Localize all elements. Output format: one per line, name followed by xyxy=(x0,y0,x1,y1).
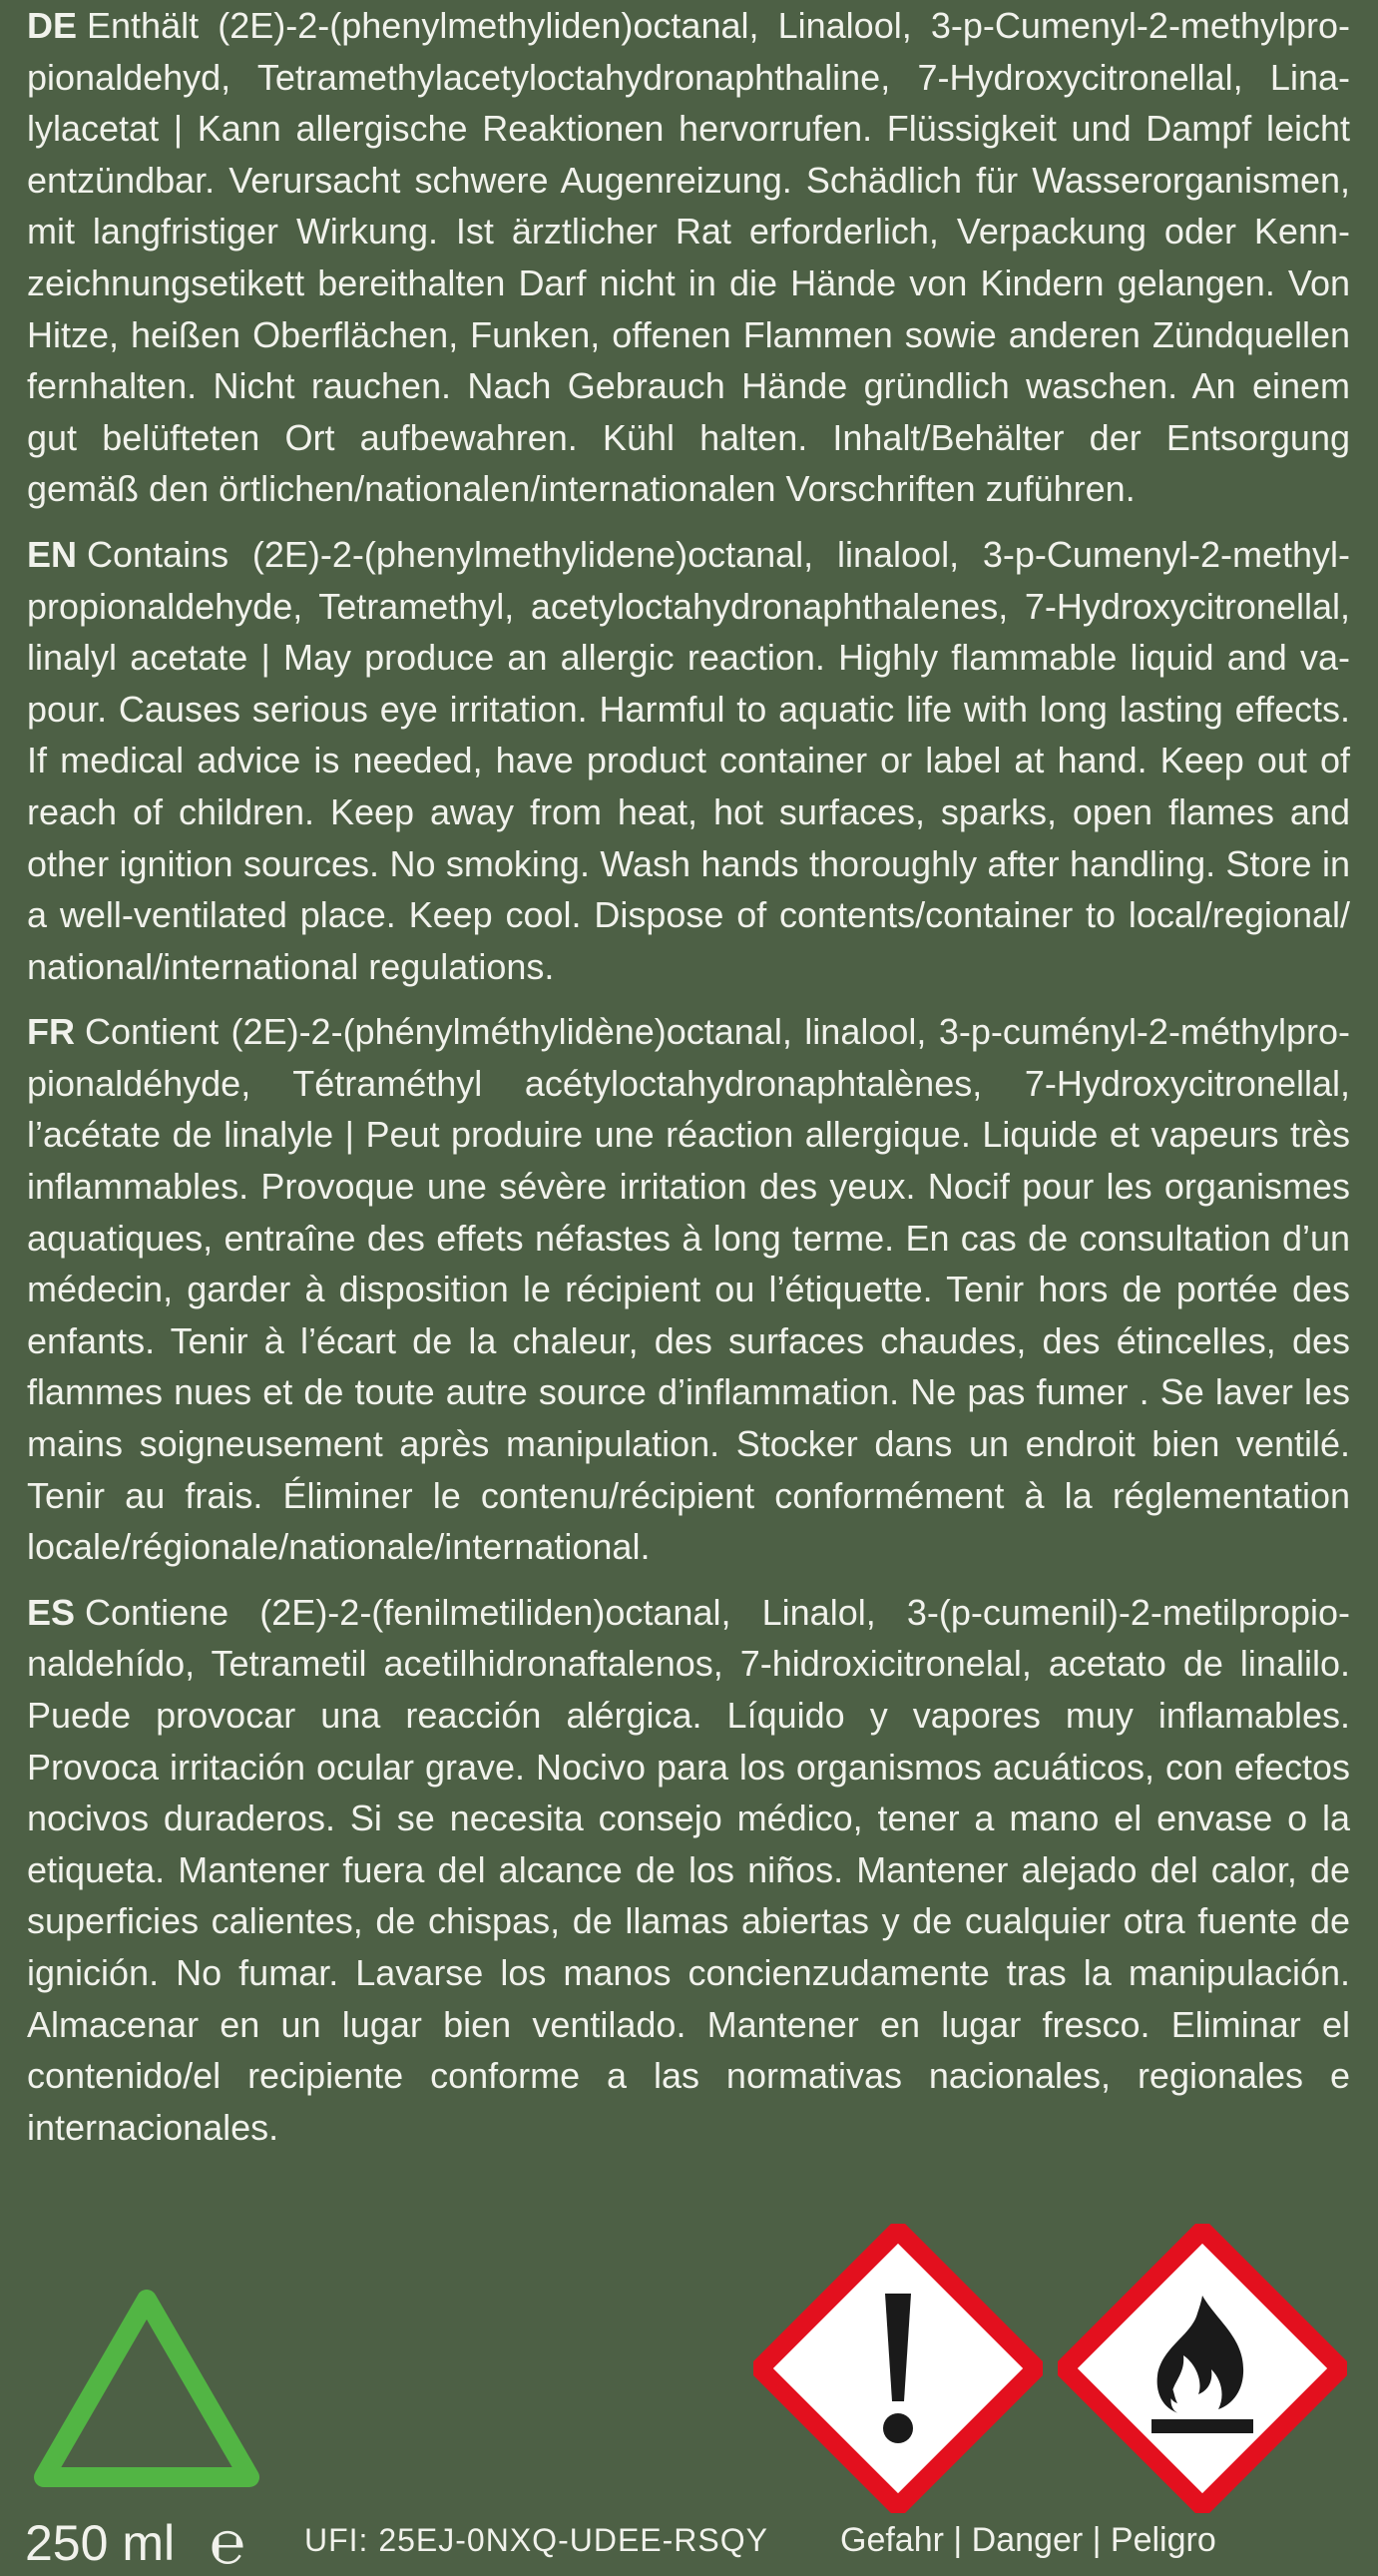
section-fr xyxy=(27,1006,1350,1573)
language-code-es: ES xyxy=(27,1591,76,1633)
section-es xyxy=(27,1587,1350,2154)
language-code-de: DE xyxy=(27,5,78,46)
section-text-fr: Contient (2E)-2-(phénylméthylidène)octanal, linalool, 3-p-cuményl-2-méthylpropionaldéhyde, Tétraméthyl acétyloctahydronaphtalènes, 7-Hydroxycitronellal, l’acétate de linalyle | Peut produire une réaction allergique. Liquide et vapeurs très inflammables. Provoque une sévère irritation des yeux. Nocif pour les organismes aquatiques, entraîne des effets néfastes à long terme. En cas de consultation d’un médecin, garder à disposition le récipient ou l’étiquette. Tenir hors de portée des enfants. Tenir à l’écart de la chaleur, des surfaces chaudes, des étincelles, des flammes nues et de toute autre source d’inflammation. Ne pas fumer . Se laver les mains soigneusement après manipulation. Stocker dans un endroit bien ventilé. Tenir au frais. Éliminer le contenu/récipient conformément à la réglementation locale/régionale/nationale/international. xyxy=(27,1011,1350,1568)
warning-text-block xyxy=(27,0,1350,2153)
language-code-fr: FR xyxy=(27,1011,75,1053)
volume-label: 250 ml xyxy=(25,2515,176,2571)
section-en xyxy=(27,529,1350,992)
recycling-triangle-icon xyxy=(22,2278,271,2497)
section-text-de: Enthält (2E)-2-(phenylmethyliden)octanal, Linalool, 3-p-Cumenyl-2-methylpropionaldehyd, Tetramethylacetyloctahydronaphthaline, 7-Hydroxycitronellal, Linalylacetat | Kann allergische Reaktionen hervorrufen. Flüssigkeit und Dampf leicht entzündbar. Verursacht schwere Augenreizung. Schädlich für Wasserorganismen, mit langfristiger Wirkung. Ist ärztlicher Rat erforderlich, Verpackung oder Kennzeichnungsetikett bereithalten Darf nicht in die Hände von Kindern gelangen. Von Hitze, heißen Oberflächen, Funken, offenen Flammen sowie anderen Zündquellen fernhalten. Nicht rauchen. Nach Gebrauch Hände gründlich waschen. An einem gut belüfteten Ort aufbewahren. Kühl halten. Inhalt/Behälter der Entsorgung gemäß den örtlichen/nationalen/internationalen Vorschriften zuführen. xyxy=(27,5,1350,510)
section-de xyxy=(27,0,1350,515)
ghs07-exclamation-icon xyxy=(753,2224,1043,2513)
signal-word: Gefahr | Danger | Peligro xyxy=(840,2521,1216,2559)
ufi-code: UFI: 25EJ-0NXQ-UDEE-RSQY xyxy=(304,2522,768,2558)
ghs02-flame-icon xyxy=(1058,2224,1347,2513)
section-text-en: Contains (2E)-2-(phenylmethylidene)octanal, linalool, 3-p-Cumenyl-2-methylpropionaldehyde, Tetramethyl, acetyloctahydronaphthalenes, 7-Hydroxycitronellal, linalyl acetate | May produce an allergic reaction. Highly flammable liquid and vapour. Causes serious eye irritation. Harmful to aquatic life with long lasting effects. If medical advice is needed, have product container or label at hand. Keep out of reach of children. Keep away from heat, hot surfaces, sparks, open flames and other ignition sources. No smoking. Wash hands thoroughly after handling. Store in a well-ventilated place. Keep cool. Dispose of contents/container to local/regional/ national/international regulations. xyxy=(27,533,1350,987)
estimated-sign-icon: ℮ xyxy=(210,2509,246,2576)
language-code-en: EN xyxy=(27,533,78,575)
section-text-es: Contiene (2E)-2-(fenilmetiliden)octanal, Linalol, 3-(p-cumenil)-2-metilpropionaldehído, Tetrametil acetilhidronaftalenos, 7-hidroxicitronelal, acetato de linalilo. Puede provocar una reacción alérgica. Líquido y vapores muy inflamables. Provoca irritación ocular grave. Nocivo para los organismos acuáticos, con efectos nocivos duraderos. Si se necesita consejo médico, tener a mano el envase o la etiqueta. Mantener fuera del alcance de los niños. Mantener alejado del calor, de superficies calientes, de chispas, de llamas abiertas y de cualquier otra fuente de ignición. No fumar. Lavarse los manos concienzudamente tras la manipulación. Almacenar en un lugar bien ventilado. Mantener en lugar fresco. Eliminar el contenido/el recipiente conforme a las normativas nacionales, regionales e internacionales. xyxy=(27,1591,1350,2148)
